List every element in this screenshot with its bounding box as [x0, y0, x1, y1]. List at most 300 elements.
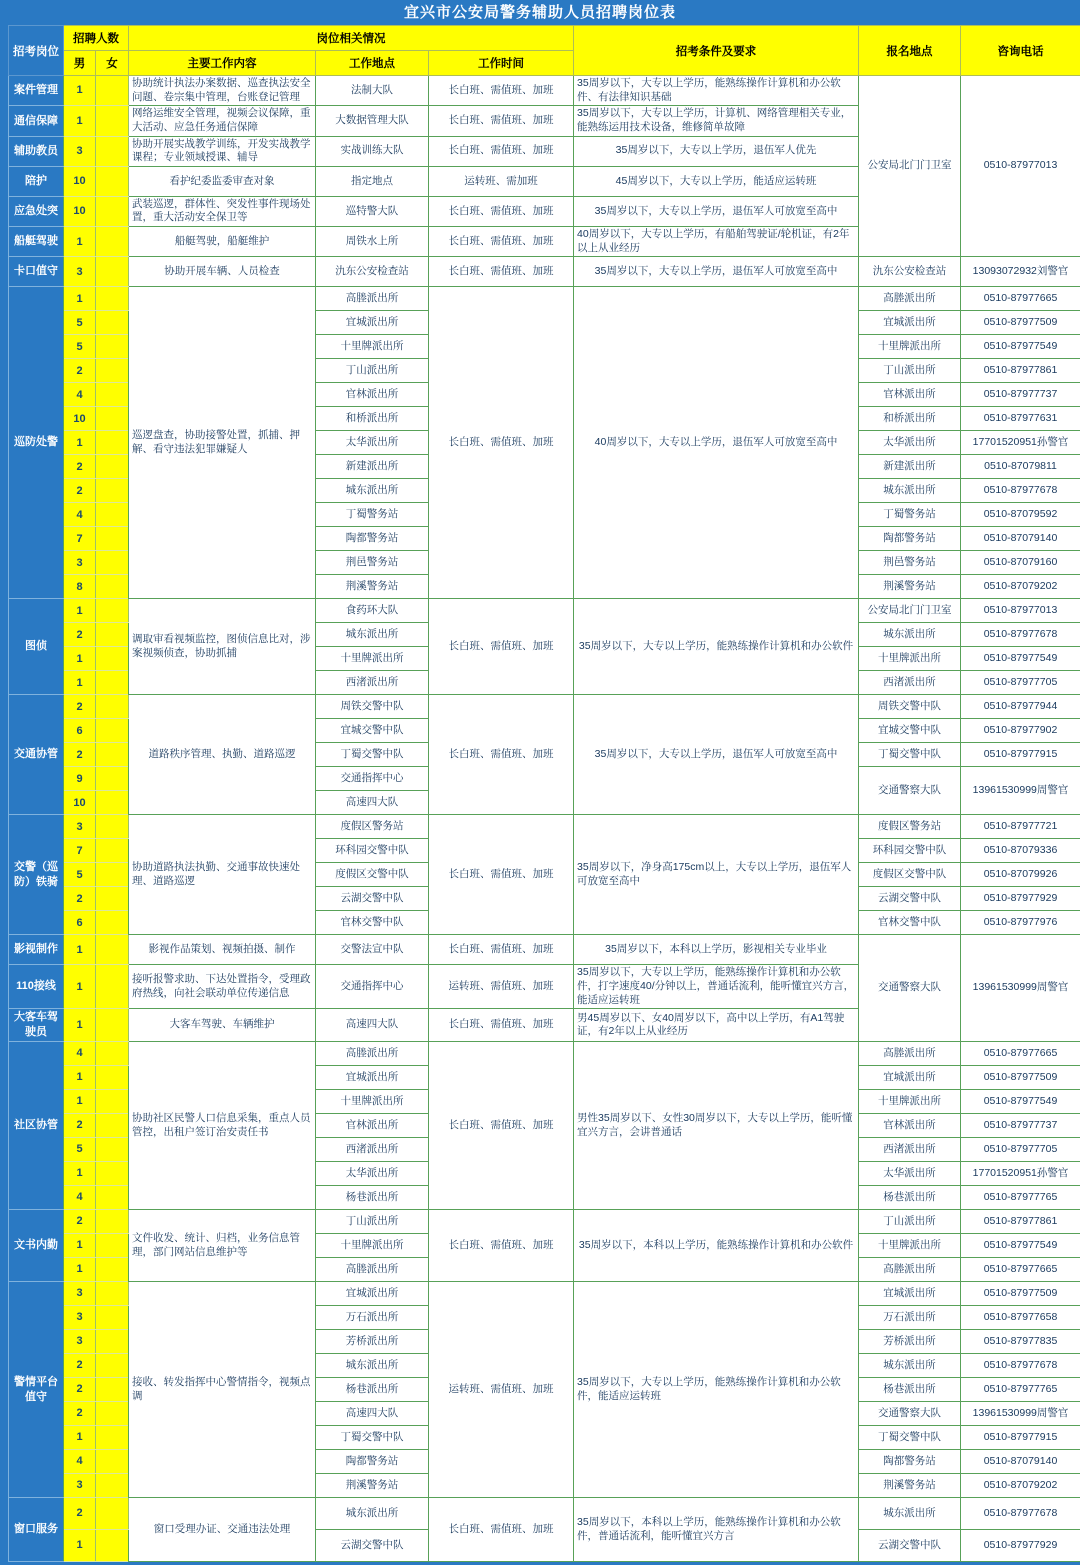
position-cell: 文书内勤 [9, 1210, 64, 1282]
duty-cell: 协助道路执法执勤、交通事故快速处理、道路巡逻 [129, 815, 316, 935]
requirement-cell: 40周岁以下，大专以上学历，退伍军人可放宽至高中 [574, 287, 859, 599]
duty-cell: 协助统计执法办案数据、巡查执法安全问题、卷宗集中管理，台账登记管理 [129, 76, 316, 106]
signup-cell: 交通警察大队 [859, 767, 961, 815]
female-count-cell [96, 1258, 129, 1282]
male-count-cell: 5 [64, 863, 96, 887]
schedule-cell: 长白班、需值班、加班 [429, 815, 574, 935]
female-count-cell [96, 935, 129, 965]
male-count-cell: 1 [64, 431, 96, 455]
female-count-cell [96, 743, 129, 767]
header-headcount: 招聘人数 [64, 26, 129, 51]
phone-cell: 0510-87977721 [961, 815, 1080, 839]
position-cell: 交警（巡防）铁骑 [9, 815, 64, 935]
male-count-cell: 2 [64, 1354, 96, 1378]
female-count-cell [96, 1066, 129, 1090]
location-cell: 荆溪警务站 [316, 1474, 429, 1498]
signup-cell: 荆邑警务站 [859, 551, 961, 575]
signup-cell: 十里牌派出所 [859, 1090, 961, 1114]
location-cell: 丁山派出所 [316, 1210, 429, 1234]
phone-cell: 0510-87079926 [961, 863, 1080, 887]
schedule-cell: 长白班、需值班、加班 [429, 695, 574, 815]
location-cell: 万石派出所 [316, 1306, 429, 1330]
duty-cell: 协助开展车辆、人员检查 [129, 257, 316, 287]
location-cell: 陶都警务站 [316, 1450, 429, 1474]
phone-cell: 0510-87977737 [961, 1114, 1080, 1138]
schedule-cell: 长白班、需值班、加班 [429, 136, 574, 166]
position-cell: 窗口服务 [9, 1498, 64, 1562]
male-count-cell: 2 [64, 1114, 96, 1138]
position-cell: 卡口值守 [9, 257, 64, 287]
table-row [9, 76, 1080, 106]
schedule-cell: 长白班、需值班、加班 [429, 106, 574, 136]
female-count-cell [96, 359, 129, 383]
female-count-cell [96, 965, 129, 1009]
phone-cell: 0510-87079160 [961, 551, 1080, 575]
duty-cell: 影视作品策划、视频拍摄、制作 [129, 935, 316, 965]
signup-cell: 官林交警中队 [859, 911, 961, 935]
location-cell: 宜城交警中队 [316, 719, 429, 743]
phone-cell: 0510-87079140 [961, 1450, 1080, 1474]
location-cell: 十里牌派出所 [316, 335, 429, 359]
location-cell: 荆邑警务站 [316, 551, 429, 575]
male-count-cell: 3 [64, 815, 96, 839]
location-cell: 太华派出所 [316, 1162, 429, 1186]
female-count-cell [96, 1162, 129, 1186]
location-cell: 城东派出所 [316, 479, 429, 503]
male-count-cell: 1 [64, 935, 96, 965]
signup-cell: 丁蜀交警中队 [859, 1426, 961, 1450]
female-count-cell [96, 599, 129, 623]
phone-cell: 17701520951孙警官 [961, 431, 1080, 455]
schedule-cell: 长白班、需值班、加班 [429, 257, 574, 287]
male-count-cell: 1 [64, 1066, 96, 1090]
header-duty: 主要工作内容 [129, 51, 316, 76]
phone-cell: 0510-87977765 [961, 1186, 1080, 1210]
location-cell: 官林派出所 [316, 1114, 429, 1138]
female-count-cell [96, 227, 129, 257]
female-count-cell [96, 335, 129, 359]
female-count-cell [96, 76, 129, 106]
signup-cell: 官林派出所 [859, 383, 961, 407]
male-count-cell: 1 [64, 227, 96, 257]
male-count-cell: 1 [64, 1090, 96, 1114]
phone-cell: 0510-87977705 [961, 1138, 1080, 1162]
schedule-cell: 长白班、需值班、加班 [429, 935, 574, 965]
location-cell: 太华派出所 [316, 431, 429, 455]
header-location: 工作地点 [316, 51, 429, 76]
signup-cell: 城东派出所 [859, 1498, 961, 1530]
female-count-cell [96, 1474, 129, 1498]
signup-cell: 宜城派出所 [859, 1066, 961, 1090]
male-count-cell: 7 [64, 839, 96, 863]
male-count-cell: 1 [64, 287, 96, 311]
female-count-cell [96, 1138, 129, 1162]
signup-cell: 高塍派出所 [859, 287, 961, 311]
position-cell: 辅助教员 [9, 136, 64, 166]
table-row [9, 287, 1080, 311]
location-cell: 交通指挥中心 [316, 767, 429, 791]
phone-cell: 0510-87977929 [961, 1530, 1080, 1562]
phone-cell: 0510-87977976 [961, 911, 1080, 935]
female-count-cell [96, 1498, 129, 1530]
male-count-cell: 6 [64, 911, 96, 935]
female-count-cell [96, 311, 129, 335]
requirement-cell: 35周岁以下，大专以上学历，能熟练操作计算机和办公软件，能适应运转班 [574, 1282, 859, 1498]
phone-cell: 0510-87977915 [961, 1426, 1080, 1450]
phone-cell: 0510-87977861 [961, 359, 1080, 383]
location-cell: 宜城派出所 [316, 1282, 429, 1306]
male-count-cell: 3 [64, 257, 96, 287]
male-count-cell: 2 [64, 1402, 96, 1426]
location-cell: 高速四大队 [316, 1402, 429, 1426]
phone-cell: 0510-87977737 [961, 383, 1080, 407]
location-cell: 交通指挥中心 [316, 965, 429, 1009]
header-requirement: 招考条件及要求 [574, 26, 859, 76]
requirement-cell: 35周岁以下，大专以上学历，退伍军人优先 [574, 136, 859, 166]
location-cell: 高塍派出所 [316, 1042, 429, 1066]
male-count-cell: 2 [64, 359, 96, 383]
signup-cell: 太华派出所 [859, 431, 961, 455]
male-count-cell: 1 [64, 1258, 96, 1282]
female-count-cell [96, 503, 129, 527]
phone-cell: 0510-87079140 [961, 527, 1080, 551]
requirement-cell: 35周岁以下，大专以上学历，能熟练操作计算机和办公软件，打字速度40/分钟以上，普通话流利，能听懂宜兴方言，能适应运转班 [574, 965, 859, 1009]
signup-cell: 杨巷派出所 [859, 1378, 961, 1402]
male-count-cell: 6 [64, 719, 96, 743]
schedule-cell: 长白班、需值班、加班 [429, 1210, 574, 1282]
location-cell: 城东派出所 [316, 623, 429, 647]
female-count-cell [96, 1450, 129, 1474]
location-cell: 城东派出所 [316, 1354, 429, 1378]
phone-cell: 13093072932刘警官 [961, 257, 1080, 287]
phone-cell: 0510-87977509 [961, 1282, 1080, 1306]
phone-cell: 0510-87977915 [961, 743, 1080, 767]
location-cell: 云湖交警中队 [316, 1530, 429, 1562]
location-cell: 杨巷派出所 [316, 1186, 429, 1210]
female-count-cell [96, 1090, 129, 1114]
male-count-cell: 5 [64, 1138, 96, 1162]
header-female: 女 [96, 51, 129, 76]
male-count-cell: 8 [64, 575, 96, 599]
location-cell: 城东派出所 [316, 1498, 429, 1530]
female-count-cell [96, 479, 129, 503]
female-count-cell [96, 1354, 129, 1378]
signup-cell: 芳桥派出所 [859, 1330, 961, 1354]
signup-cell: 陶都警务站 [859, 1450, 961, 1474]
male-count-cell: 2 [64, 479, 96, 503]
phone-cell: 0510-87977665 [961, 1042, 1080, 1066]
signup-cell: 十里牌派出所 [859, 1234, 961, 1258]
signup-cell: 杨巷派出所 [859, 1186, 961, 1210]
position-cell: 110接线 [9, 965, 64, 1009]
signup-cell: 交通警察大队 [859, 1402, 961, 1426]
male-count-cell: 1 [64, 76, 96, 106]
signup-cell: 高塍派出所 [859, 1042, 961, 1066]
male-count-cell: 7 [64, 527, 96, 551]
signup-cell: 宜城派出所 [859, 311, 961, 335]
female-count-cell [96, 1009, 129, 1042]
signup-cell: 宜城交警中队 [859, 719, 961, 743]
location-cell: 十里牌派出所 [316, 1090, 429, 1114]
signup-cell: 环科园交警中队 [859, 839, 961, 863]
female-count-cell [96, 1378, 129, 1402]
signup-cell: 周铁交警中队 [859, 695, 961, 719]
female-count-cell [96, 623, 129, 647]
male-count-cell: 10 [64, 196, 96, 226]
male-count-cell: 10 [64, 166, 96, 196]
male-count-cell: 1 [64, 1009, 96, 1042]
duty-cell: 巡逻盘查，协助接警处置，抓捕、押解、看守违法犯罪嫌疑人 [129, 287, 316, 599]
signup-cell: 和桥派出所 [859, 407, 961, 431]
duty-cell: 接听报警求助、下达处置指令，受理政府热线，向社会联动单位传递信息 [129, 965, 316, 1009]
male-count-cell: 1 [64, 1530, 96, 1562]
male-count-cell: 1 [64, 1234, 96, 1258]
location-cell: 指定地点 [316, 166, 429, 196]
male-count-cell: 2 [64, 743, 96, 767]
header-male: 男 [64, 51, 96, 76]
phone-cell: 0510-87977678 [961, 1498, 1080, 1530]
female-count-cell [96, 527, 129, 551]
requirement-cell: 男45周岁以下、女40周岁以下，高中以上学历，有A1驾驶证，有2年以上从业经历 [574, 1009, 859, 1042]
location-cell: 度假区交警中队 [316, 863, 429, 887]
female-count-cell [96, 136, 129, 166]
male-count-cell: 5 [64, 311, 96, 335]
signup-cell: 丁蜀警务站 [859, 503, 961, 527]
female-count-cell [96, 719, 129, 743]
signup-cell: 宜城派出所 [859, 1282, 961, 1306]
female-count-cell [96, 695, 129, 719]
duty-cell: 网络运维安全管理，视频会议保障，重大活动、应急任务通信保障 [129, 106, 316, 136]
male-count-cell: 2 [64, 623, 96, 647]
duty-cell: 协助开展实战教学训练，开发实战教学课程；专业领域授课、辅导 [129, 136, 316, 166]
female-count-cell [96, 647, 129, 671]
location-cell: 芳桥派出所 [316, 1330, 429, 1354]
phone-cell: 0510-87977509 [961, 1066, 1080, 1090]
signup-cell: 丁山派出所 [859, 1210, 961, 1234]
phone-cell: 0510-87977509 [961, 311, 1080, 335]
table-row [9, 1498, 1080, 1530]
location-cell: 丁蜀交警中队 [316, 1426, 429, 1450]
female-count-cell [96, 1042, 129, 1066]
duty-cell: 协助社区民警人口信息采集，重点人员管控，出租户签订治安责任书 [129, 1042, 316, 1210]
location-cell: 宜城派出所 [316, 311, 429, 335]
position-cell: 巡防处警 [9, 287, 64, 599]
requirement-cell: 35周岁以下，大专以上学历，退伍军人可放宽至高中 [574, 695, 859, 815]
male-count-cell: 1 [64, 1162, 96, 1186]
location-cell: 周铁水上所 [316, 227, 429, 257]
header-position: 招考岗位 [9, 26, 64, 76]
duty-cell: 接收、转发指挥中心警情指令，视频点调 [129, 1282, 316, 1498]
signup-cell: 云湖交警中队 [859, 1530, 961, 1562]
position-cell: 交通协管 [9, 695, 64, 815]
table-row [9, 815, 1080, 839]
location-cell: 丁蜀交警中队 [316, 743, 429, 767]
table-body [9, 76, 1080, 1562]
phone-cell: 0510-87977765 [961, 1378, 1080, 1402]
female-count-cell [96, 815, 129, 839]
position-cell: 大客车驾驶员 [9, 1009, 64, 1042]
phone-cell: 0510-87977678 [961, 479, 1080, 503]
male-count-cell: 4 [64, 383, 96, 407]
position-cell: 陪护 [9, 166, 64, 196]
phone-cell: 0510-87977705 [961, 671, 1080, 695]
duty-cell: 武装巡逻，群体性、突发性事件现场处置，重大活动安全保卫等 [129, 196, 316, 226]
male-count-cell: 10 [64, 407, 96, 431]
female-count-cell [96, 1402, 129, 1426]
schedule-cell: 长白班、需值班、加班 [429, 1042, 574, 1210]
female-count-cell [96, 383, 129, 407]
phone-cell: 0510-87977665 [961, 287, 1080, 311]
phone-cell: 0510-87977902 [961, 719, 1080, 743]
position-cell: 船艇驾驶 [9, 227, 64, 257]
phone-cell: 0510-87977835 [961, 1330, 1080, 1354]
table-row [9, 1282, 1080, 1306]
phone-cell: 0510-87977549 [961, 335, 1080, 359]
table-row [9, 695, 1080, 719]
male-count-cell: 2 [64, 455, 96, 479]
page-title: 宜兴市公安局警务辅助人员招聘岗位表 [0, 0, 1080, 25]
requirement-cell: 男性35周岁以下、女性30周岁以下，大专以上学历，能听懂宜兴方言，会讲普通话 [574, 1042, 859, 1210]
requirement-cell: 35周岁以下，本科以上学历，影视相关专业毕业 [574, 935, 859, 965]
female-count-cell [96, 1330, 129, 1354]
requirement-cell: 35周岁以下，本科以上学历，能熟练操作计算机和办公软件 [574, 1210, 859, 1282]
male-count-cell: 1 [64, 1426, 96, 1450]
phone-cell: 0510-87977658 [961, 1306, 1080, 1330]
signup-cell: 度假区警务站 [859, 815, 961, 839]
location-cell: 交警法宣中队 [316, 935, 429, 965]
female-count-cell [96, 791, 129, 815]
requirement-cell: 35周岁以下，净身高175cm以上，大专以上学历，退伍军人可放宽至高中 [574, 815, 859, 935]
signup-cell: 城东派出所 [859, 623, 961, 647]
male-count-cell: 3 [64, 1474, 96, 1498]
header-phone: 咨询电话 [961, 26, 1080, 76]
phone-cell: 13961530999周警官 [961, 767, 1080, 815]
signup-cell: 官林派出所 [859, 1114, 961, 1138]
female-count-cell [96, 106, 129, 136]
signup-cell: 十里牌派出所 [859, 335, 961, 359]
male-count-cell: 3 [64, 1330, 96, 1354]
requirement-cell: 45周岁以下，大专以上学历，能适应运转班 [574, 166, 859, 196]
male-count-cell: 5 [64, 335, 96, 359]
signup-cell: 云湖交警中队 [859, 887, 961, 911]
male-count-cell: 2 [64, 887, 96, 911]
signup-cell: 丁蜀交警中队 [859, 743, 961, 767]
position-cell: 案件管理 [9, 76, 64, 106]
female-count-cell [96, 1282, 129, 1306]
phone-cell: 0510-87977631 [961, 407, 1080, 431]
location-cell: 西渚派出所 [316, 671, 429, 695]
male-count-cell: 1 [64, 647, 96, 671]
duty-cell: 大客车驾驶、车辆维护 [129, 1009, 316, 1042]
table-row [9, 257, 1080, 287]
female-count-cell [96, 671, 129, 695]
table-row [9, 1210, 1080, 1234]
signup-cell: 荆溪警务站 [859, 575, 961, 599]
schedule-cell: 运转班、需加班 [429, 166, 574, 196]
table-row [9, 599, 1080, 623]
signup-cell: 新建派出所 [859, 455, 961, 479]
female-count-cell [96, 1186, 129, 1210]
signup-cell: 度假区交警中队 [859, 863, 961, 887]
male-count-cell: 2 [64, 1210, 96, 1234]
phone-cell: 17701520951孙警官 [961, 1162, 1080, 1186]
female-count-cell [96, 166, 129, 196]
position-cell: 警情平台值守 [9, 1282, 64, 1498]
table-row [9, 1042, 1080, 1066]
female-count-cell [96, 257, 129, 287]
female-count-cell [96, 1234, 129, 1258]
location-cell: 西渚派出所 [316, 1138, 429, 1162]
male-count-cell: 3 [64, 551, 96, 575]
schedule-cell: 长白班、需值班、加班 [429, 76, 574, 106]
requirement-cell: 35周岁以下，大专以上学历，退伍军人可放宽至高中 [574, 196, 859, 226]
schedule-cell: 长白班、需值班、加班 [429, 227, 574, 257]
male-count-cell: 3 [64, 136, 96, 166]
location-cell: 氿东公安检查站 [316, 257, 429, 287]
female-count-cell [96, 575, 129, 599]
signup-cell: 万石派出所 [859, 1306, 961, 1330]
recruitment-table [8, 25, 1080, 1562]
phone-cell: 13961530999周警官 [961, 1402, 1080, 1426]
schedule-cell: 长白班、需值班、加班 [429, 196, 574, 226]
signup-cell: 城东派出所 [859, 479, 961, 503]
requirement-cell: 35周岁以下，大专以上学历，计算机、网络管理相关专业，能熟练运用技术设备，维修简单故障 [574, 106, 859, 136]
phone-cell: 0510-87079336 [961, 839, 1080, 863]
schedule-cell: 运转班、需值班、加班 [429, 1282, 574, 1498]
signup-cell: 陶都警务站 [859, 527, 961, 551]
requirement-cell: 35周岁以下，本科以上学历，能熟练操作计算机和办公软件，普通话流利，能听懂宜兴方言 [574, 1498, 859, 1562]
male-count-cell: 4 [64, 1186, 96, 1210]
male-count-cell: 10 [64, 791, 96, 815]
location-cell: 荆溪警务站 [316, 575, 429, 599]
location-cell: 陶都警务站 [316, 527, 429, 551]
female-count-cell [96, 551, 129, 575]
location-cell: 食药环大队 [316, 599, 429, 623]
position-cell: 社区协管 [9, 1042, 64, 1210]
location-cell: 官林交警中队 [316, 911, 429, 935]
duty-cell: 窗口受理办证、交通违法处理 [129, 1498, 316, 1562]
table-header [9, 26, 1080, 76]
duty-cell: 道路秩序管理、执勤、道路巡逻 [129, 695, 316, 815]
phone-cell: 0510-87977549 [961, 1090, 1080, 1114]
schedule-cell: 长白班、需值班、加班 [429, 1498, 574, 1562]
schedule-cell: 运转班、需值班、加班 [429, 965, 574, 1009]
phone-cell: 0510-87977549 [961, 1234, 1080, 1258]
female-count-cell [96, 455, 129, 479]
phone-cell: 0510-87079202 [961, 575, 1080, 599]
table-row [9, 935, 1080, 965]
header-job-info: 岗位相关情况 [129, 26, 574, 51]
signup-cell: 太华派出所 [859, 1162, 961, 1186]
signup-cell: 公安局北门门卫室 [859, 599, 961, 623]
signup-cell: 西渚派出所 [859, 671, 961, 695]
male-count-cell: 1 [64, 599, 96, 623]
male-count-cell: 1 [64, 106, 96, 136]
duty-cell: 船艇驾驶，船艇维护 [129, 227, 316, 257]
position-cell: 应急处突 [9, 196, 64, 226]
location-cell: 丁蜀警务站 [316, 503, 429, 527]
phone-cell: 0510-87977944 [961, 695, 1080, 719]
signup-cell: 荆溪警务站 [859, 1474, 961, 1498]
female-count-cell [96, 767, 129, 791]
location-cell: 周铁交警中队 [316, 695, 429, 719]
phone-cell: 0510-87977929 [961, 887, 1080, 911]
location-cell: 官林派出所 [316, 383, 429, 407]
duty-cell: 文件收发、统计、归档，业务信息管理，部门网站信息维护等 [129, 1210, 316, 1282]
female-count-cell [96, 1530, 129, 1562]
location-cell: 度假区警务站 [316, 815, 429, 839]
female-count-cell [96, 407, 129, 431]
